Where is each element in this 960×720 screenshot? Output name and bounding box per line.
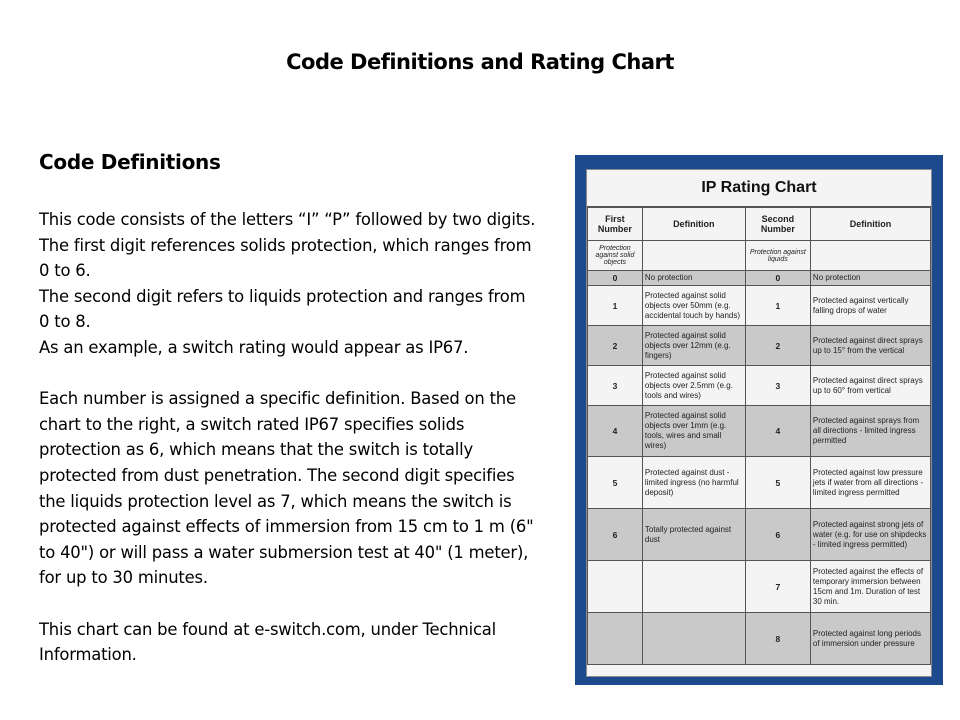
second-definition-cell: Protected against direct sprays up to 15° from the vertical: [810, 326, 930, 366]
table-row: [588, 286, 931, 326]
first-definition-cell: [642, 561, 745, 613]
ip-rating-table: [587, 207, 931, 665]
first-definition-cell: [642, 613, 745, 665]
second-definition-cell: Protected against strong jets of water (e.g. for use on shipdecks - limited ingress permitted): [810, 509, 930, 561]
first-number-cell: [588, 561, 643, 613]
second-number-cell: 1: [745, 286, 810, 326]
header-definition: Definition: [642, 208, 745, 241]
first-number-cell: 5: [588, 457, 643, 509]
paragraph-source: This chart can be found at e-switch.com, under Technical Information.: [39, 619, 496, 665]
first-definition-cell: Protected against solid objects over 2.5mm (e.g. tools and wires): [642, 366, 745, 406]
note-liquids: Protection against liquids: [745, 241, 810, 271]
header-first-number: First Number: [588, 208, 643, 241]
first-number-cell: 6: [588, 509, 643, 561]
table-row: [588, 509, 931, 561]
second-number-cell: 5: [745, 457, 810, 509]
paragraph-gap: [39, 361, 539, 387]
second-definition-cell: Protected against sprays from all directions - limited ingress permitted: [810, 406, 930, 457]
note-solids: Protection against solid objects: [588, 241, 643, 271]
table-note-row: [588, 241, 931, 271]
first-definition-cell: Protected against solid objects over 50mm (e.g. accidental touch by hands): [642, 286, 745, 326]
first-definition-cell: Protected against dust - limited ingress (no harmful deposit): [642, 457, 745, 509]
second-definition-cell: Protected against vertically falling drops of water: [810, 286, 930, 326]
paragraph-letters: This code consists of the letters “I” “P” followed by two digits.: [39, 210, 536, 229]
table-row: [588, 326, 931, 366]
paragraph-second-digit: The second digit refers to liquids protection and ranges from 0 to 8.: [39, 286, 526, 332]
first-definition-cell: Protected against solid objects over 1mm (e.g. tools, wires and small wires): [642, 406, 745, 457]
second-number-cell: 6: [745, 509, 810, 561]
slide-title: Code Definitions and Rating Chart: [286, 50, 674, 74]
ip-rating-chart-image: [575, 155, 943, 685]
first-number-cell: 1: [588, 286, 643, 326]
first-number-cell: 4: [588, 406, 643, 457]
second-definition-cell: No protection: [810, 271, 930, 286]
second-definition-cell: Protected against direct sprays up to 60° from vertical: [810, 366, 930, 406]
paragraph-example: As an example, a switch rating would appear as IP67.: [39, 337, 469, 357]
table-row: [588, 613, 931, 665]
first-number-cell: 2: [588, 326, 643, 366]
paragraph-first-digit: The first digit references solids protection, which ranges from 0 to 6.: [39, 235, 532, 281]
second-number-cell: 8: [745, 613, 810, 665]
second-definition-cell: Protected against the effects of temporary immersion between 15cm and 1m. Duration of test 30 min.: [810, 561, 930, 613]
table-cell: [810, 241, 930, 271]
table-cell: [642, 241, 745, 271]
first-definition-cell: Totally protected against dust: [642, 509, 745, 561]
paragraph-gap: [39, 591, 539, 617]
second-definition-cell: Protected against long periods of immersion under pressure: [810, 613, 930, 665]
table-row: [588, 271, 931, 286]
table-row: [588, 561, 931, 613]
table-header-row: [588, 208, 931, 241]
table-row: [588, 457, 931, 509]
second-definition-cell: Protected against low pressure jets if water from all directions - limited ingress permitted: [810, 457, 930, 509]
header-second-number: Second Number: [745, 208, 810, 241]
table-row: [588, 366, 931, 406]
first-number-cell: [588, 613, 643, 665]
second-number-cell: 7: [745, 561, 810, 613]
chart-title: IP Rating Chart: [587, 170, 931, 207]
second-number-cell: 4: [745, 406, 810, 457]
second-number-cell: 0: [745, 271, 810, 286]
first-number-cell: 0: [588, 271, 643, 286]
paragraph-explanation: Each number is assigned a specific definition. Based on the chart to the right, a switch rated IP67 specifies solids protection as 6, which means that the switch is totally protected from dust penetration. The second digit specifies the liquids protection level as 7, which means the switch is protected against effects of immersion from 15 cm to 1 m (6" to 40") or will pass a water submersion test at 40" (1 meter), for up to 30 minutes.: [39, 389, 534, 588]
ip-rating-chart: [586, 169, 932, 677]
second-number-cell: 2: [745, 326, 810, 366]
header-definition: Definition: [810, 208, 930, 241]
first-definition-cell: Protected against solid objects over 12mm (e.g. fingers): [642, 326, 745, 366]
section-heading: Code Definitions: [39, 150, 221, 174]
table-row: [588, 406, 931, 457]
first-definition-cell: No protection: [642, 271, 745, 286]
body-text: [39, 207, 539, 668]
second-number-cell: 3: [745, 366, 810, 406]
first-number-cell: 3: [588, 366, 643, 406]
